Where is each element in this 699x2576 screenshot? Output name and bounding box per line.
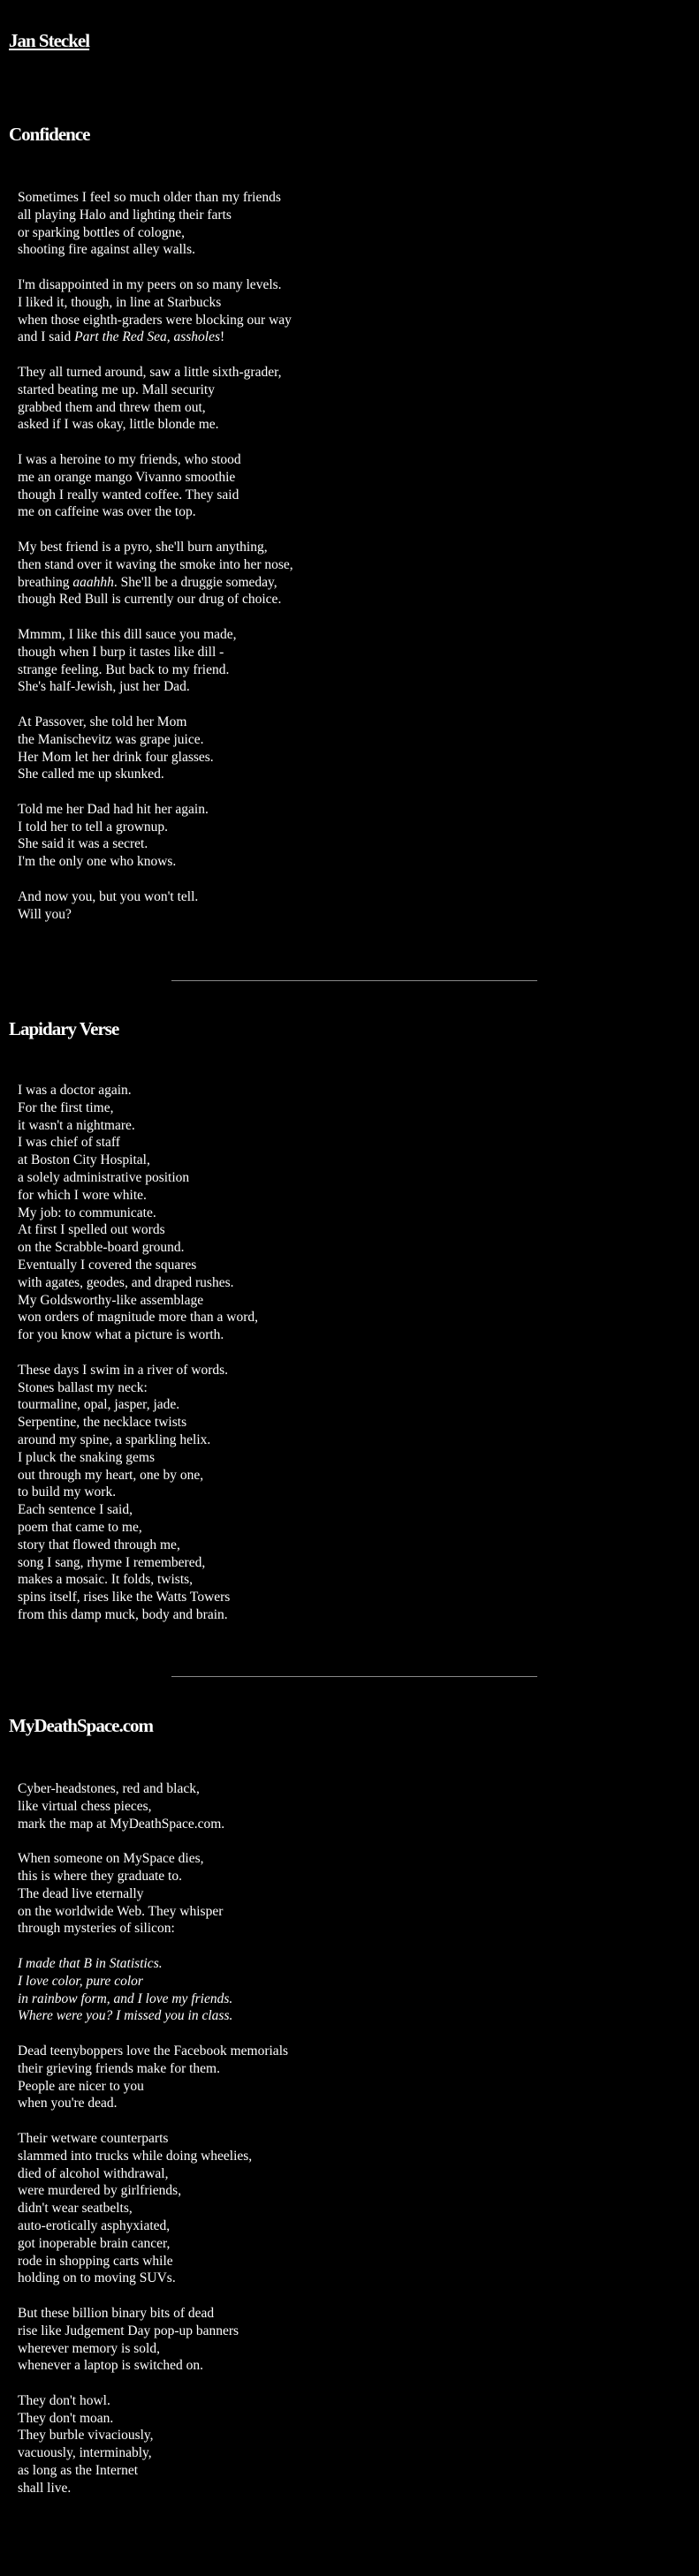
poem-line: [18, 1955, 288, 1973]
poem-title: MyDeathSpace.com: [9, 1715, 154, 1736]
poem-line: slammed into trucks while doing wheelies,: [18, 2148, 253, 2164]
poem-line: [18, 2007, 288, 2025]
poem-line: Stones ballast my neck:: [18, 1379, 148, 1395]
stanza-break: [18, 2287, 288, 2305]
poem-line: I'm the only one who knows.: [18, 854, 177, 870]
poem-line: mark the map at MyDeathSpace.com.: [18, 1816, 225, 1832]
poem-line: when those eighth-graders were blocking our way: [18, 312, 292, 328]
poem-line: on the Scrabble-board ground.: [18, 1240, 185, 1256]
stanza-break: [18, 1832, 288, 1850]
poem-line: then stand over it waving the smoke into her nose,: [18, 556, 293, 572]
author-link[interactable]: Jan Steckel: [9, 30, 90, 51]
poem-line: holding on to moving SUVs.: [18, 2270, 176, 2286]
poem-line: I was chief of staff: [18, 1135, 120, 1151]
poem-line: song I sang, rhyme I remembered,: [18, 1554, 206, 1570]
poem-line: from this damp muck, body and brain.: [18, 1606, 228, 1622]
poem-line: My Goldsworthy-like assemblage: [18, 1292, 204, 1308]
poem-line: though I really wanted coffee. They said: [18, 487, 239, 502]
poem-line: out through my heart, one by one,: [18, 1467, 204, 1483]
stanza-break: [18, 259, 293, 276]
poem-line: And now you, but you won't tell.: [18, 888, 199, 904]
poem-line: They burble vivaciously,: [18, 2428, 154, 2444]
poem-line: me on caffeine was over the top.: [18, 504, 196, 520]
poem-line: They don't moan.: [18, 2410, 114, 2426]
poem-line: I pluck the snaking gems: [18, 1449, 155, 1465]
poem-line: died of alcohol withdrawal,: [18, 2165, 169, 2181]
poem-line: I liked it, though, in line at Starbucks: [18, 294, 222, 310]
stanza-break: [18, 434, 293, 451]
poem-line: rise like Judgement Day pop-up banners: [18, 2323, 239, 2338]
line-text: !: [220, 329, 225, 345]
divider: [171, 1676, 537, 1677]
poem-line: Her Mom let her drink four glasses.: [18, 749, 214, 765]
poem-line: rode in shopping carts while: [18, 2253, 173, 2269]
poem-line: whenever a laptop is switched on.: [18, 2358, 204, 2374]
poem-line: won orders of magnitude more than a word,: [18, 1310, 259, 1326]
poem-line: People are nicer to you: [18, 2078, 144, 2094]
stanza-break: [18, 2025, 288, 2043]
poem-line: She's half-Jewish, just her Dad.: [18, 679, 190, 695]
poem-line: or sparking bottles of cologne,: [18, 224, 185, 240]
poem-line: a solely administrative position: [18, 1169, 190, 1185]
poem-line: They all turned around, saw a little sixth-grader,: [18, 364, 282, 380]
poem-line: asked if I was okay, little blonde me.: [18, 417, 219, 433]
poem-line: Mmmm, I like this dill sauce you made,: [18, 626, 237, 642]
poem-line: Eventually I covered the squares: [18, 1257, 197, 1273]
italic-text: Part the Red Sea, assholes: [74, 329, 221, 345]
poem-line: My job: to communicate.: [18, 1205, 156, 1220]
stanza-break: [18, 696, 293, 714]
poem-line: it wasn't a nightmare.: [18, 1117, 135, 1133]
poem-line: through mysteries of silicon:: [18, 1921, 175, 1937]
poem-line: Their wetware counterparts: [18, 2130, 169, 2146]
stanza-break: [18, 871, 293, 888]
poem-line: were murdered by girlfriends,: [18, 2183, 182, 2199]
poem-line: For the first time,: [18, 1099, 114, 1115]
poem-line: to build my work.: [18, 1484, 117, 1500]
stanza-break: [18, 521, 293, 539]
poem-title: Confidence: [9, 124, 90, 145]
poem-line: [18, 574, 293, 592]
poem-line: shooting fire against alley walls.: [18, 242, 196, 258]
poem-line: as long as the Internet: [18, 2463, 139, 2479]
poem-line: Told me her Dad had hit her again.: [18, 801, 209, 817]
poem-line: for which I wore white.: [18, 1187, 147, 1203]
poem-line: [18, 1973, 288, 1991]
poem-line: The dead live eternally: [18, 1885, 144, 1901]
stanza-break: [18, 608, 293, 626]
poem-line: makes a mosaic. It folds, twists,: [18, 1572, 194, 1588]
poem-line: story that flowed through me,: [18, 1537, 180, 1552]
poem-line: for you know what a picture is worth.: [18, 1327, 224, 1343]
poem-line: I was a doctor again.: [18, 1083, 132, 1098]
poem-line: the Manischevitz was grape juice.: [18, 731, 204, 747]
poem-line: She called me up skunked.: [18, 767, 164, 782]
poem-line: at Boston City Hospital,: [18, 1152, 150, 1168]
poem-line: She said it was a secret.: [18, 836, 148, 852]
poem-line: They don't howl.: [18, 2392, 110, 2408]
poem-line: though Red Bull is currently our drug of choice.: [18, 592, 282, 608]
poem-line: [18, 329, 293, 346]
poem-body: [18, 1780, 288, 2497]
poem-line: I told her to tell a grownup.: [18, 819, 169, 835]
poem-line: shall live.: [18, 2480, 72, 2496]
poem-line: didn't wear seatbelts,: [18, 2201, 133, 2217]
poem-line: around my spine, a sparkling helix.: [18, 1432, 211, 1447]
poem-line: Sometimes I feel so much older than my friends: [18, 190, 281, 205]
italic-text: aaahhh: [72, 574, 114, 590]
poem-line: this is where they graduate to.: [18, 1868, 182, 1884]
stanza-break: [18, 2112, 288, 2130]
poem-line: I was a heroine to my friends, who stood: [18, 451, 241, 467]
poem-line: Cyber-headstones, red and black,: [18, 1781, 200, 1796]
poem-line: [18, 1991, 288, 2008]
poem-line: When someone on MySpace dies,: [18, 1851, 204, 1867]
poem-line: on the worldwide Web. They whisper: [18, 1903, 224, 1919]
poem-line: their grieving friends make for them.: [18, 2060, 220, 2076]
poem-line: But these billion binary bits of dead: [18, 2305, 215, 2321]
poem-title: Lapidary Verse: [9, 1018, 119, 1039]
poem-line: wherever memory is sold,: [18, 2340, 160, 2356]
stanza-break: [18, 2375, 288, 2392]
poem-line: with agates, geodes, and draped rushes.: [18, 1274, 234, 1290]
stanza-break: [18, 346, 293, 364]
poem-line: all playing Halo and lighting their farts: [18, 207, 232, 223]
poem-line: Serpentine, the necklace twists: [18, 1415, 187, 1431]
poem-line: strange feeling. But back to my friend.: [18, 661, 230, 677]
poem-line: auto-erotically asphyxiated,: [18, 2217, 171, 2233]
poem-body: [18, 1082, 258, 1624]
poem-line: These days I swim in a river of words.: [18, 1362, 229, 1378]
line-text: . She'll be a druggie someday,: [113, 574, 277, 590]
line-text: and I said: [18, 329, 75, 345]
poem-line: vacuously, interminably,: [18, 2445, 152, 2461]
poem-line: started beating me up. Mall security: [18, 381, 215, 397]
poem-line: me an orange mango Vivanno smoothie: [18, 469, 236, 485]
poem-line: when you're dead.: [18, 2096, 118, 2111]
stanza-break: [18, 1344, 258, 1362]
italic-text: I made that B in Statistics.: [18, 1955, 163, 1971]
poem-line: poem that came to me,: [18, 1519, 142, 1535]
poem-line: Dead teenyboppers love the Facebook memorials: [18, 2043, 289, 2059]
poem-line: Will you?: [18, 906, 72, 922]
poem-line: though when I burp it tastes like dill -: [18, 644, 224, 660]
line-text: breathing: [18, 574, 73, 590]
italic-text: I love color, pure color: [18, 1973, 143, 1989]
stanza-break: [18, 1938, 288, 1955]
poem-line: Each sentence I said,: [18, 1502, 133, 1518]
poem-line: spins itself, rises like the Watts Towers: [18, 1590, 231, 1605]
poem-line: tourmaline, opal, jasper, jade.: [18, 1397, 180, 1413]
poem-line: like virtual chess pieces,: [18, 1798, 152, 1814]
poem-line: I'm disappointed in my peers on so many levels.: [18, 276, 282, 292]
poem-line: My best friend is a pyro, she'll burn anything,: [18, 539, 268, 555]
poem-line: grabbed them and threw them out,: [18, 399, 206, 415]
italic-text: in rainbow form, and I love my friends.: [18, 1991, 233, 2006]
stanza-break: [18, 783, 293, 801]
poem-body: [18, 189, 293, 923]
poem-line: got inoperable brain cancer,: [18, 2235, 171, 2251]
poem-line: At Passover, she told her Mom: [18, 714, 187, 729]
poem-line: At first I spelled out words: [18, 1222, 165, 1238]
divider: [171, 980, 537, 981]
italic-text: Where were you? I missed you in class.: [18, 2008, 233, 2024]
